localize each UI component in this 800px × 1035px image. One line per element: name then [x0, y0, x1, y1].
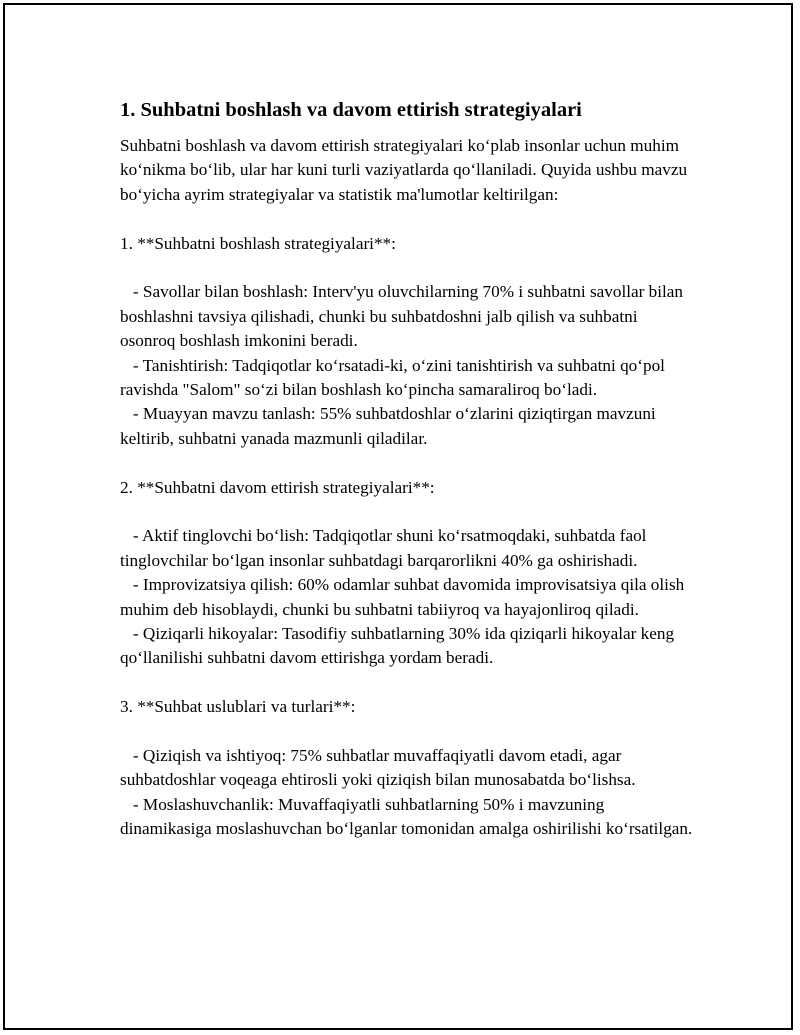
blank-line: [120, 451, 695, 475]
blank-line: [120, 207, 695, 231]
list-item: - Muayyan mavzu tanlash: 55% suhbatdoshlar oʻzlarini qiziqtirgan mavzuni keltirib, suhbatni yanada mazmunli qiladilar.: [120, 404, 660, 448]
blank-line: [120, 500, 695, 524]
document-page: [3, 3, 793, 1030]
list-item: - Qiziqish va ishtiyoq: 75% suhbatlar muvaffaqiyatli davom etadi, agar suhbatdoshlar voqeaga ehtirosli yoki qiziqish bilan munosabatda boʻlishsa.: [120, 746, 636, 790]
section-heading-3: 3. **Suhbat uslublari va turlari**:: [120, 697, 356, 717]
intro-paragraph: Suhbatni boshlash va davom ettirish strategiyalari koʻplab insonlar uchun muhim koʻnikma boʻlib, ular har kuni turli vaziyatlarda qoʻllaniladi. Quyida ushbu mavzu boʻyicha ayrim strategiyalar va statistik ma'lumotlar keltirilgan:: [120, 136, 692, 204]
list-item: - Aktif tinglovchi boʻlish: Tadqiqotlar shuni koʻrsatmoqdaki, suhbatda faol tinglovchilar boʻlgan insonlar suhbatdagi barqarorlikni 40% ga oshirishadi.: [120, 526, 651, 570]
list-item: - Moslashuvchanlik: Muvaffaqiyatli suhbatlarning 50% i mavzuning dinamikasiga moslashuvchan boʻlganlar tomonidan amalga oshirilishi koʻrsatilgan.: [120, 794, 693, 839]
blank-line: [120, 720, 695, 744]
list-item: - Savollar bilan boshlash: Interv'yu oluvchilarning 70% i suhbatni savollar bilan boshlashni tavsiya qilishadi, chunki bu suhbatdoshni jalb qilish va suhbatni osonroq boshlash imkonini beradi.: [120, 282, 688, 351]
list-item: - Tanishtirish: Tadqiqotlar koʻrsatadi-ki, oʻzini tanishtirish va suhbatni qoʻpol ravishda "Salom" soʻzi bilan boshlash koʻpincha samaraliroq boʻladi.: [120, 355, 670, 400]
document-content: [120, 97, 695, 842]
document-title: 1. Suhbatni boshlash va davom ettirish strategiyalari: [120, 99, 582, 121]
list-item: - Qiziqarli hikoyalar: Tasodifiy suhbatlarning 30% ida qiziqarli hikoyalar keng qoʻllanilishi suhbatni davom ettirishga yordam beradi.: [120, 624, 679, 668]
section-heading-2: 2. **Suhbatni davom ettirish strategiyalari**:: [120, 477, 435, 497]
blank-line: [120, 256, 695, 280]
section-heading-1: 1. **Suhbatni boshlash strategiyalari**:: [120, 233, 396, 253]
list-item: - Improvizatsiya qilish: 60% odamlar suhbat davomida improvisatsiya qila olish muhim deb hisoblaydi, chunki bu suhbatni tabiiyroq va hayajonliroq qiladi.: [120, 575, 689, 619]
blank-line: [120, 671, 695, 695]
